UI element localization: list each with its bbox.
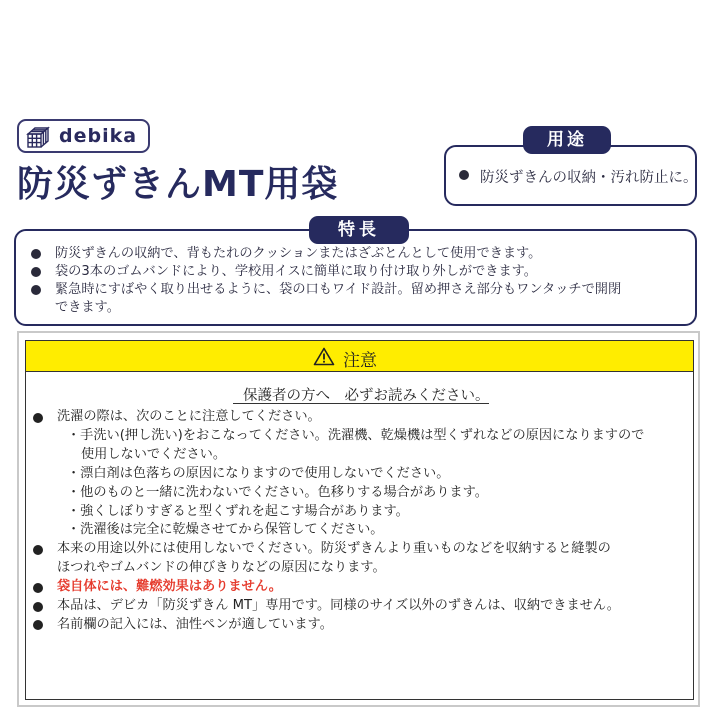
washing-item: 使用しないでください。	[81, 446, 227, 462]
guardian-notice: 保護者の方へ 必ずお読みください。	[243, 388, 490, 404]
caution-list	[32, 408, 696, 635]
feature-item: 緊急時にすばやく取り出せるように、袋の口もワイド設計。留め押さえ部分もワンタッチで開閉	[30, 281, 690, 299]
brand-name: debika	[59, 125, 138, 147]
misuse-notice: 本来の用途以外には使用しないでください。防災ずきんより重いものなどを収納すると縫製の	[32, 540, 696, 559]
feature-item: 防災ずきんの収納で、背もたれのクッションまたはざぶとんとして使用できます。	[30, 245, 690, 263]
product-title: 防災ずきんMT用袋	[17, 164, 339, 205]
usage-text-value: 防災ずきんの収納・汚れ防止に。	[480, 170, 698, 186]
feature-item: 袋の3本のゴムバンドにより、学校用イスに簡単に取り付け取り外しができます。	[30, 263, 690, 281]
caution-title: 注意	[343, 351, 377, 371]
flame-notice-text: 袋自体には、難燃効果はありません。	[57, 579, 282, 595]
brand-logo	[17, 119, 150, 153]
features-list	[30, 245, 690, 317]
guardian-underline	[233, 403, 489, 404]
washing-item: ・漂白剤は色落ちの原因になりますので使用しないでください。	[67, 465, 450, 481]
washing-item: ・強くしぼりすぎると型くずれを起こす場合があります。	[67, 503, 409, 519]
features-tab: 特長	[309, 216, 409, 244]
exclusive-notice: 本品は、デビカ「防災ずきん MT」専用です。同様のサイズ以外のずきんは、収納できません。	[32, 597, 696, 616]
feature-item-continued: できます。	[55, 300, 120, 315]
washing-item: ・他のものと一緒に洗わないでください。色移りする場合があります。	[67, 484, 488, 500]
cube-logo-icon	[26, 125, 52, 149]
washing-heading: 洗濯の際は、次のことに注意してください。	[32, 408, 696, 427]
washing-item: ・手洗い(押し洗い)をおこなってください。洗濯機、乾燥機は型くずれなどの原因になりますので	[67, 427, 645, 443]
flame-notice	[32, 578, 696, 597]
usage-tab: 用途	[523, 126, 611, 154]
washing-item: ・洗濯後は完全に乾燥させてから保管してください。	[67, 522, 384, 538]
misuse-notice-continued: ほつれやゴムバンドの伸びきりなどの原因になります。	[57, 560, 386, 576]
name-field-notice: 名前欄の記入には、油性ペンが適しています。	[32, 616, 696, 635]
usage-text	[458, 166, 698, 187]
